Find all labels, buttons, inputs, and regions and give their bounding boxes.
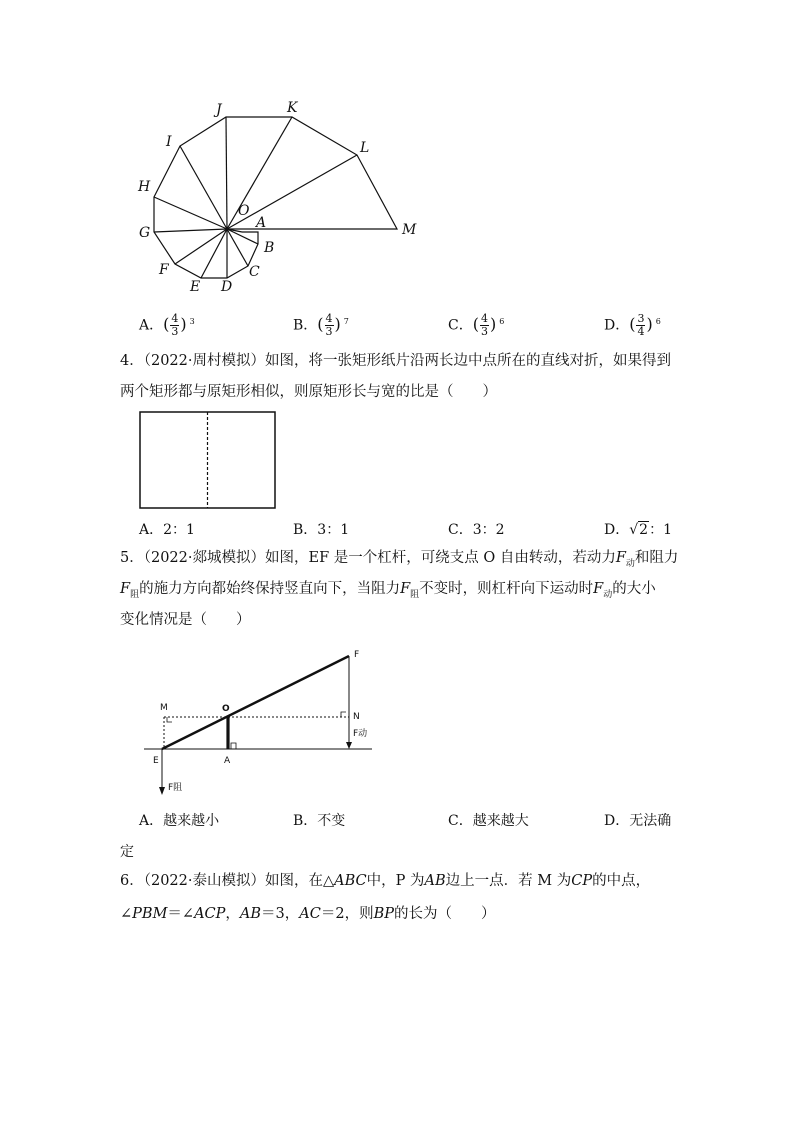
arrow-Fzu: [159, 787, 165, 795]
lever-label-N: N: [353, 712, 360, 722]
sqrt-sign: √: [629, 522, 639, 538]
spiral-figure: [130, 95, 430, 300]
lever-label-A: A: [224, 756, 231, 766]
spoke-OI: [180, 146, 227, 229]
fraction: $\frac{4}{3}$: [171, 312, 179, 338]
fraction: $\frac{3}{4}$: [637, 312, 645, 338]
q6-stem-line1: 6．（2022·泰山模拟）如图，在△ABC中，P 为AB边上一点．若 M 为CP的中点，: [120, 873, 651, 889]
label-A: A: [256, 215, 267, 231]
q5-stem-line1: 5．（2022·郯城模拟）如图，EF 是一个杠杆，可绕支点 O 自由转动，若动力$F_动$和阻力: [120, 550, 679, 569]
q5-option-d[interactable]: D．无法确: [604, 813, 672, 829]
q4-option-a[interactable]: A．2：1: [139, 522, 195, 538]
label-H: H: [138, 179, 151, 195]
q5-option-d-wrap: 定: [120, 844, 134, 860]
fraction: $\frac{4}{3}$: [325, 312, 333, 338]
spoke-OE: [201, 229, 227, 278]
lever-label-E: E: [153, 756, 159, 766]
rectangle-figure: [138, 410, 278, 510]
lever-label-O: O: [222, 704, 230, 714]
label-I: I: [166, 134, 172, 150]
q5-stem-line3: 变化情况是（ ）: [120, 612, 251, 628]
spoke-OG: [154, 229, 227, 232]
q3-option-b[interactable]: B．( $\frac{4}{3}$ ) $^7$: [293, 312, 349, 338]
label-B: B: [264, 240, 275, 256]
label-M: M: [402, 222, 417, 238]
label-D: D: [221, 279, 233, 295]
q5-option-a[interactable]: A．越来越小: [139, 813, 220, 829]
spoke-OJ: [226, 117, 227, 229]
right-angle-A: [231, 743, 236, 749]
q4-option-d[interactable]: D．√2：1: [604, 522, 672, 538]
q5-option-b[interactable]: B．不变: [293, 813, 346, 829]
spoke-OH: [154, 197, 227, 229]
lever-label-Fzu: F阻: [168, 783, 183, 793]
label-O: O: [238, 203, 250, 219]
lever-label-F: F: [354, 650, 360, 660]
label-E: E: [190, 279, 201, 295]
q3-option-c[interactable]: C．( $\frac{4}{3}$ ) $^6$: [448, 312, 505, 338]
spoke-OK: [227, 117, 292, 229]
label-J: J: [216, 102, 222, 118]
lever-EF: [162, 656, 349, 749]
right-angle-N: [341, 712, 346, 717]
lever-figure: [140, 640, 380, 800]
label-F: F: [159, 262, 169, 278]
label-K: K: [287, 100, 298, 116]
q3-option-a[interactable]: A．( $\frac{4}{3}$ ) $^3$: [139, 312, 195, 338]
arrow-Fdong: [346, 742, 352, 749]
fraction: $\frac{4}{3}$: [480, 312, 488, 338]
right-angle-M: [167, 717, 172, 722]
q4-stem-line2: 两个矩形都与原矩形相似，则原矩形长与宽的比是（ ）: [120, 384, 497, 400]
label-C: C: [249, 264, 260, 280]
lever-label-Fdong: F动: [353, 729, 368, 739]
lever-label-M: M: [160, 703, 168, 713]
q3-option-d[interactable]: D．( $\frac{3}{4}$ ) $^6$: [604, 312, 661, 338]
label-G: G: [139, 225, 151, 241]
spoke-OF: [175, 229, 227, 264]
label-L: L: [360, 140, 370, 156]
q4-option-c[interactable]: C．3：2: [448, 522, 505, 538]
q4-option-b[interactable]: B．3：1: [293, 522, 350, 538]
q5-stem-line2: $F_阻$的施力方向都始终保持竖直向下，当阻力$F_阻$不变时，则杠杆向下运动时$F_动$的大小: [120, 581, 656, 600]
q6-stem-line2: ∠PBM＝∠ACP，AB＝3，AC＝2，则BP的长为（ ）: [120, 906, 496, 922]
q4-stem-line1: 4．（2022·周村模拟）如图，将一张矩形纸片沿两长边中点所在的直线对折，如果得到: [120, 353, 671, 369]
q5-option-c[interactable]: C．越来越大: [448, 813, 529, 829]
